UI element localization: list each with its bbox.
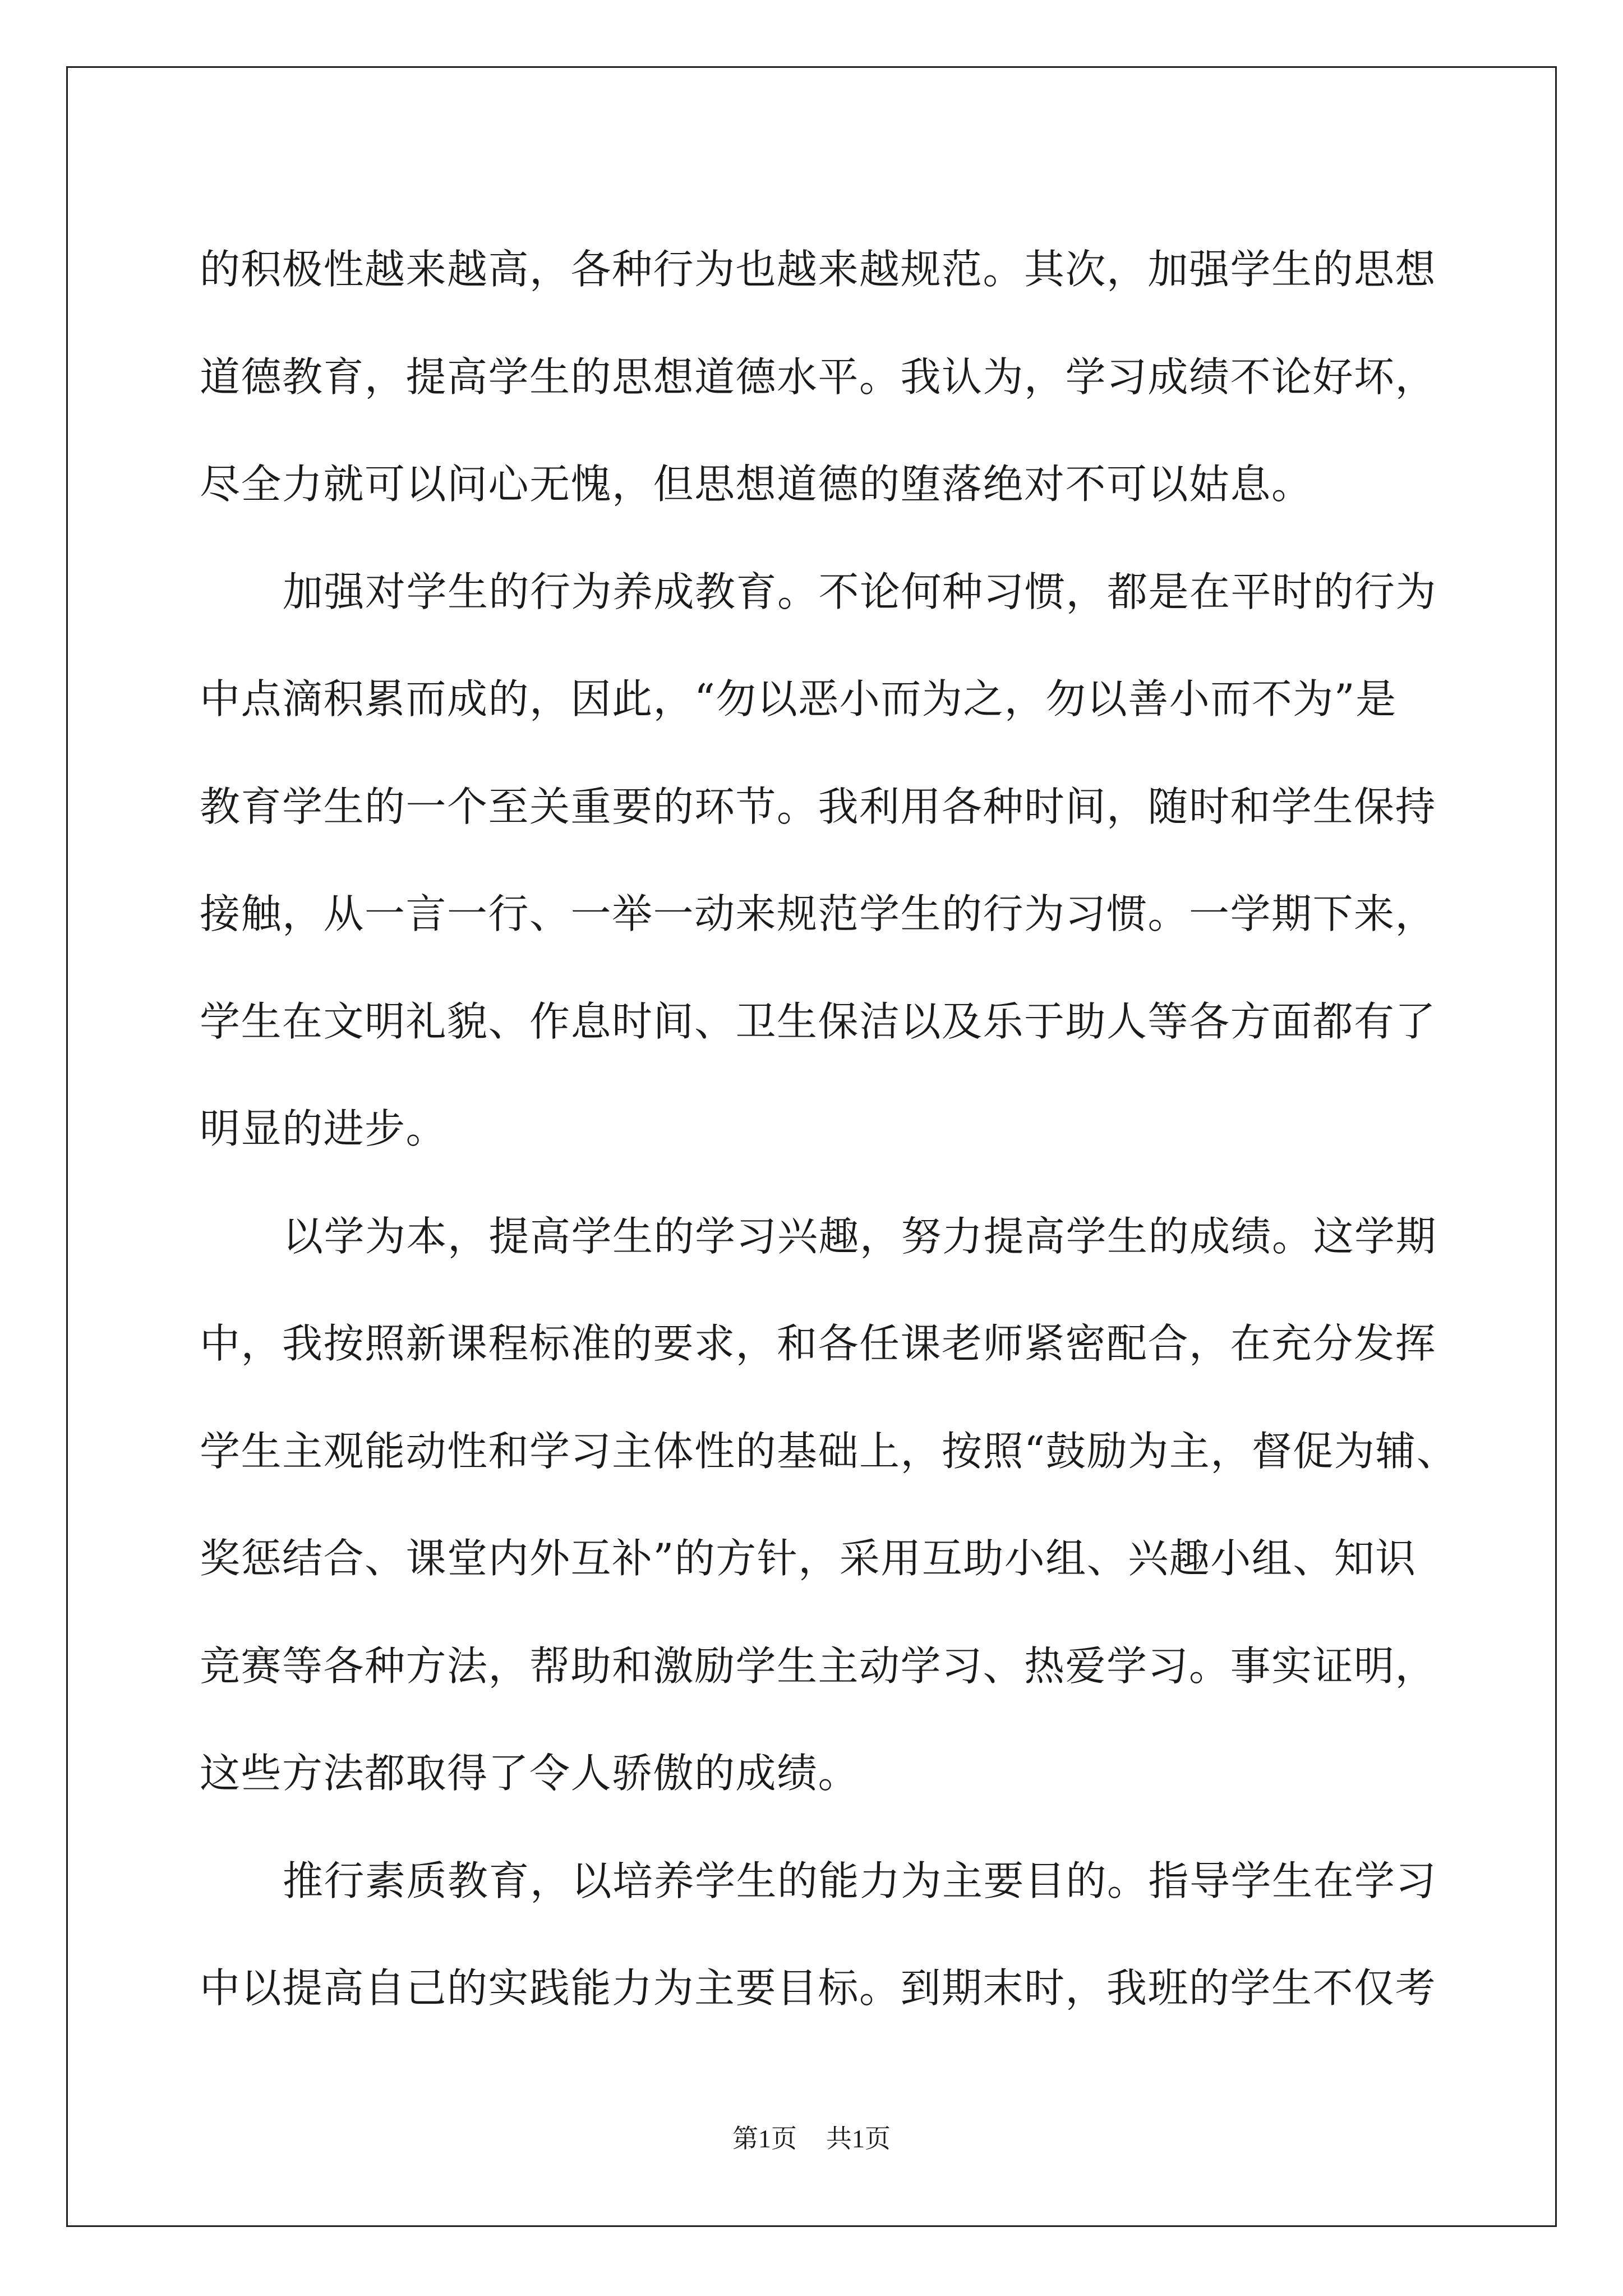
document-body — [200, 216, 1458, 2042]
paragraph-first-line: 以学为本，提高学生的学习兴趣，努力提高学生的成绩。这学期 — [283, 1212, 1437, 1260]
text-line: 竞赛等各种方法，帮助和激励学生主动学习、热爱学习。事实证明， — [200, 1642, 1437, 1690]
text-line: 接触，从一言一行、一举一动来规范学生的行为习惯。一学期下来， — [200, 890, 1437, 937]
paragraph-first-line: 推行素质教育，以培养学生的能力为主要目的。指导学生在学习 — [283, 1857, 1437, 1904]
page-number-total: 共1页 — [826, 2124, 891, 2153]
text-line: 奖惩结合、课堂内外互补”的方针，采用互助小组、兴趣小组、知识 — [200, 1535, 1417, 1582]
text-line: 明显的进步。 — [200, 1105, 448, 1152]
text-line: 中，我按照新课程标准的要求，和各任课老师紧密配合，在充分发挥 — [200, 1320, 1437, 1367]
text-line: 这些方法都取得了令人骄傲的成绩。 — [200, 1750, 860, 1797]
text-line: 中以提高自己的实践能力为主要目标。到期末时，我班的学生不仅考 — [200, 1964, 1437, 2012]
text-line: 学生在文明礼貌、作息时间、卫生保洁以及乐于助人等各方面都有了 — [200, 997, 1437, 1045]
paragraph-first-line: 加强对学生的行为养成教育。不论何种习惯，都是在平时的行为 — [283, 568, 1437, 615]
page-footer — [0, 2123, 1623, 2155]
text-line: 学生主观能动性和学习主体性的基础上，按照“鼓励为主，督促为辅、 — [200, 1427, 1458, 1475]
text-line: 教育学生的一个至关重要的环节。我利用各种时间，随时和学生保持 — [200, 783, 1437, 830]
page-number-current: 第1页 — [732, 2124, 797, 2153]
text-line: 的积极性越来越高，各种行为也越来越规范。其次，加强学生的思想 — [200, 246, 1437, 293]
text-line: 中点滴积累而成的，因此，“勿以恶小而为之，勿以善小而不为”是 — [200, 675, 1397, 723]
text-line: 尽全力就可以问心无愧，但思想道德的堕落绝对不可以姑息。 — [200, 461, 1313, 508]
text-line: 道德教育，提高学生的思想道德水平。我认为，学习成绩不论好坏， — [200, 353, 1437, 401]
